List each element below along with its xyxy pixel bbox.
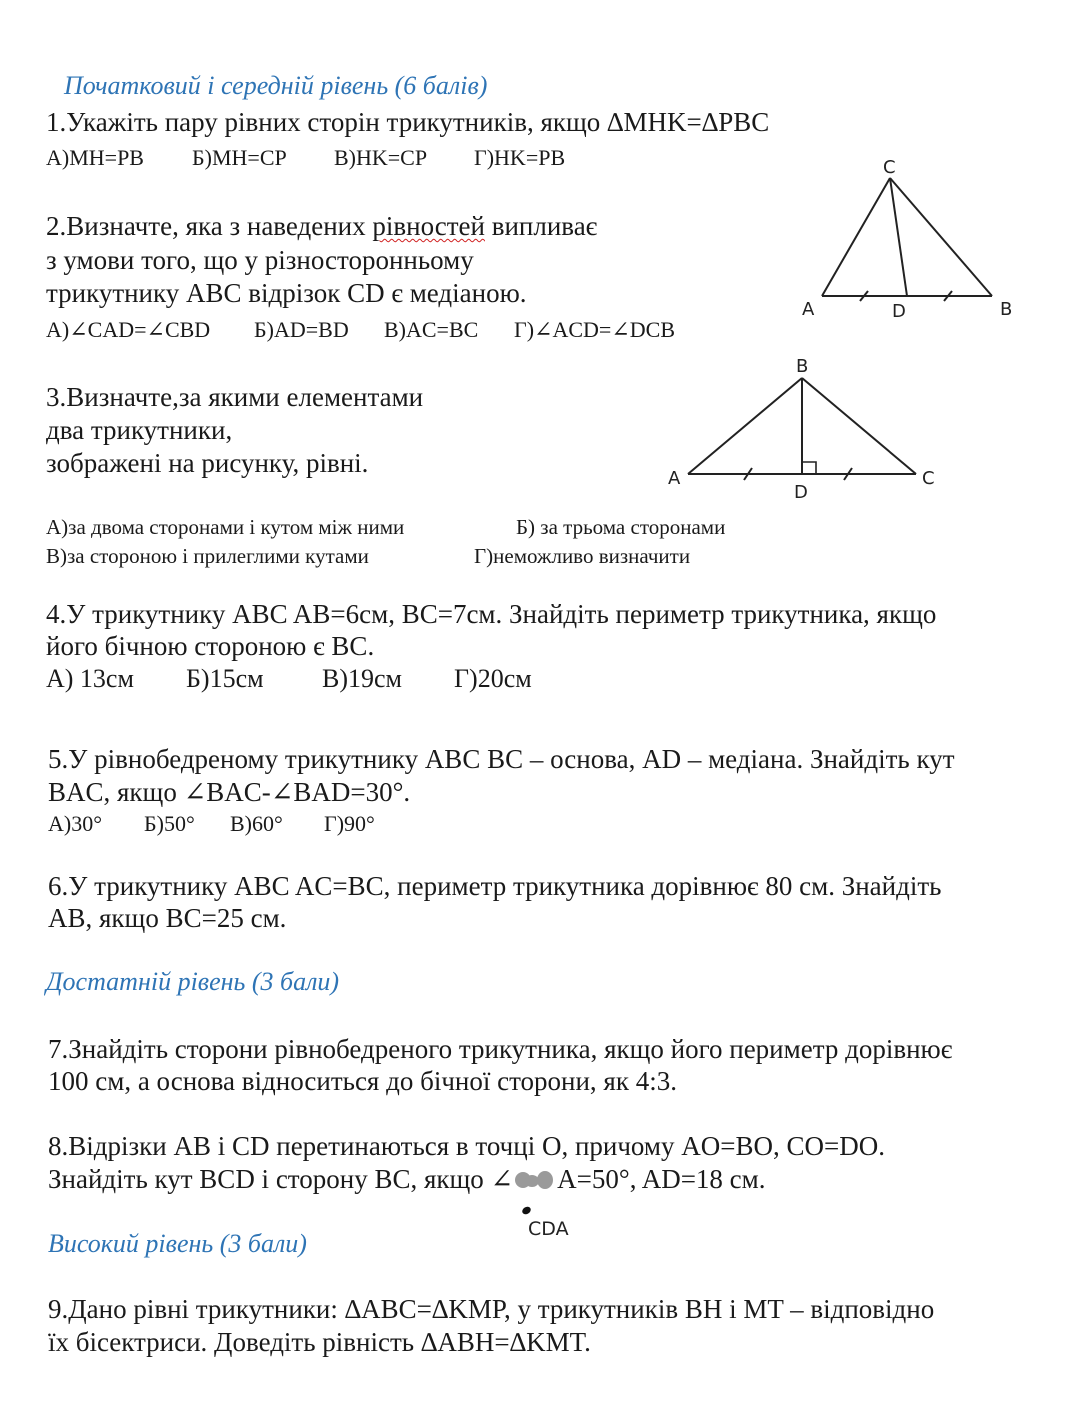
option-c: В)60° xyxy=(230,811,283,836)
question-3-line-2: два трикутники, xyxy=(46,415,233,445)
option-a: А)∠CAD=∠CBD xyxy=(46,317,211,342)
option-b: Б)50° xyxy=(144,811,195,836)
question-5-line-1: 5.У рівнобедреному трикутнику ABC BC – основа, AD – медіана. Знайдіть кут xyxy=(48,744,955,774)
question-3-options-row-2 xyxy=(46,540,690,572)
right-angle-mark xyxy=(802,462,816,474)
question-2-options xyxy=(46,314,675,346)
option-a: А)за двома сторонами і кутом між ними xyxy=(46,515,405,539)
question-9-line-2: їх бісектриси. Доведіть рівність ∆ABH=∆KMT. xyxy=(48,1327,591,1357)
question-3-options-row-1 xyxy=(46,511,725,543)
section-heading-initial: Початковий і середній рівень (6 балів) xyxy=(64,71,488,100)
vertex-label-a: A xyxy=(668,468,681,489)
question-8-line-1: 8.Відрізки AB і CD перетинаються в точці O, причому AO=BO, CO=DO. xyxy=(48,1131,885,1161)
option-b: Б)AD=BD xyxy=(254,317,349,342)
question-3-line-3: зображені на рисунку, рівні. xyxy=(46,448,369,478)
question-2-line-1-end: випливає xyxy=(484,211,598,241)
option-c: В)AC=BC xyxy=(384,317,479,342)
triangle-median-figure xyxy=(790,150,1030,325)
question-2-line-3: трикутнику ABC відрізок CD є медіаною. xyxy=(46,278,527,308)
ink-mark xyxy=(521,1205,532,1216)
option-d: Г)неможливо визначити xyxy=(474,544,691,568)
option-a: А)30° xyxy=(48,811,103,836)
vertex-label-d: D xyxy=(892,301,906,322)
option-b: Б) за трьома сторонами xyxy=(516,515,726,539)
option-d: Г)HK=PB xyxy=(474,145,566,170)
question-2-line-1 xyxy=(46,210,597,242)
option-b: Б)MH=CP xyxy=(192,145,287,170)
option-b: Б)15см xyxy=(186,664,264,693)
vertex-label-a: A xyxy=(802,299,815,320)
option-c: В)HK=CP xyxy=(334,145,428,170)
question-2-line-2: з умови того, що у різносторонньому xyxy=(46,245,474,275)
triangle-altitude-figure xyxy=(660,350,950,503)
question-8-line-2-end: A=50°, AD=18 см. xyxy=(557,1164,766,1194)
section-heading-sufficient: Достатній рівень (3 бали) xyxy=(46,967,340,996)
question-7-line-2: 100 см, а основа відноситься до бічної сторони, як 4:3. xyxy=(48,1066,677,1096)
question-8-line-2 xyxy=(48,1163,766,1195)
option-c: В)19см xyxy=(322,664,402,693)
vertex-label-b: B xyxy=(796,356,809,377)
question-8-line-2-start: Знайдіть кут BCD і сторону BC, якщо ∠ xyxy=(48,1164,514,1194)
question-1-options xyxy=(46,142,565,174)
side-ac xyxy=(822,178,890,296)
option-d: Г)∠ACD=∠DCB xyxy=(514,317,676,342)
question-1-text: 1.Укажіть пару рівних сторін трикутників, якщо ∆MHK=∆PBC xyxy=(46,107,770,137)
vertex-label-b: B xyxy=(1000,299,1013,320)
question-7-line-1: 7.Знайдіть сторони рівнобедреного трикутника, якщо його периметр дорівнює xyxy=(48,1034,953,1064)
side-bc xyxy=(802,378,916,474)
option-d: Г)20см xyxy=(454,664,532,693)
vertex-label-c: C xyxy=(922,468,935,489)
question-9-line-1: 9.Дано рівні трикутники: ∆ABC=∆KMP, у трикутників BH і MT – відповідно xyxy=(48,1294,935,1324)
vertex-label-d: D xyxy=(794,482,808,503)
smudged-text xyxy=(513,1169,557,1191)
option-d: Г)90° xyxy=(324,811,375,836)
spellcheck-word: рівностей xyxy=(372,211,485,241)
question-5-line-2: BAC, якщо ∠BAC-∠BAD=30°. xyxy=(48,777,411,807)
question-4-options xyxy=(46,663,532,695)
option-a: А)MH=PB xyxy=(46,145,144,170)
side-ab xyxy=(688,378,802,474)
question-6-line-2: AB, якщо BC=25 см. xyxy=(48,903,287,933)
option-a: А) 13см xyxy=(46,664,134,693)
question-5-options xyxy=(48,808,375,840)
section-heading-high: Високий рівень (3 бали) xyxy=(48,1229,307,1258)
handwritten-note: CDA xyxy=(528,1218,569,1240)
option-c: В)за стороною і прилеглими кутами xyxy=(46,544,369,568)
question-6-line-1: 6.У трикутнику ABC AC=BC, периметр трикутника дорівнює 80 см. Знайдіть xyxy=(48,871,942,901)
question-4-line-2: його бічною стороною є BC. xyxy=(46,631,375,661)
question-2-line-1-start: 2.Визначте, яка з наведених xyxy=(46,211,373,241)
question-3-line-1: 3.Визначте,за якими елементами xyxy=(46,382,424,412)
question-4-line-1: 4.У трикутнику ABC AB=6см, BC=7см. Знайдіть периметр трикутника, якщо xyxy=(46,599,937,629)
vertex-label-c: C xyxy=(883,157,896,178)
